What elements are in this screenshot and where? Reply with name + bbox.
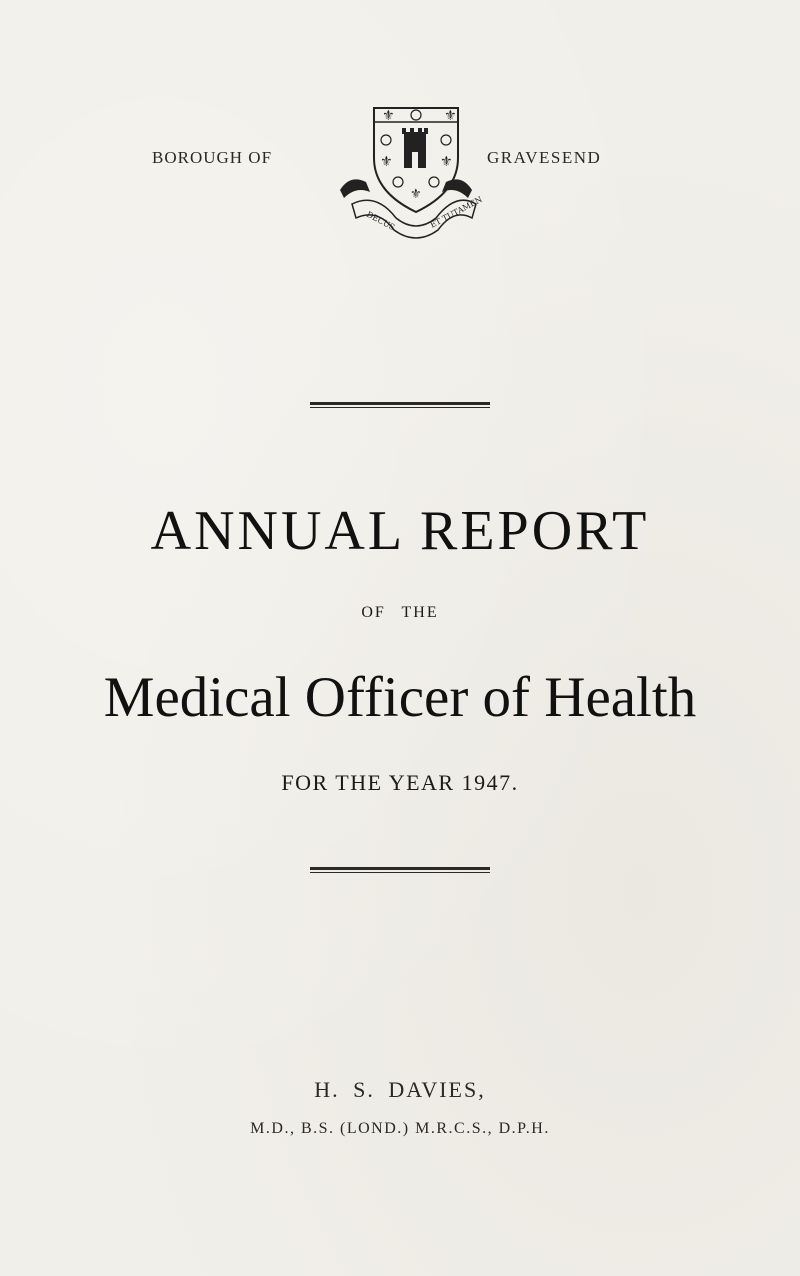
header-gravesend: GRAVESEND — [487, 148, 602, 167]
svg-text:ET TUTAMEN: ET TUTAMEN — [428, 194, 484, 230]
svg-text:⚜: ⚜ — [380, 154, 393, 170]
svg-text:⚜: ⚜ — [440, 154, 453, 170]
author-name: H. S. DAVIES, — [314, 1077, 486, 1102]
report-title: ANNUAL REPORT — [150, 500, 650, 562]
svg-text:⚜: ⚜ — [444, 108, 457, 124]
divider-rule — [310, 867, 490, 873]
svg-text:⚜: ⚜ — [382, 108, 395, 124]
header-borough-of: BOROUGH OF — [152, 148, 273, 167]
author-credentials: M.D., B.S. (LOND.) M.R.C.S., D.P.H. — [250, 1120, 550, 1137]
divider-rule — [310, 402, 490, 408]
report-year-line: FOR THE YEAR 1947. — [281, 770, 519, 795]
svg-text:⚜: ⚜ — [410, 187, 422, 202]
svg-text:DECUS: DECUS — [365, 209, 397, 233]
borough-coat-of-arms-icon — [326, 100, 486, 240]
report-subtitle: Medical Officer of Health — [103, 666, 697, 729]
of-the-line: OF THE — [361, 604, 439, 621]
